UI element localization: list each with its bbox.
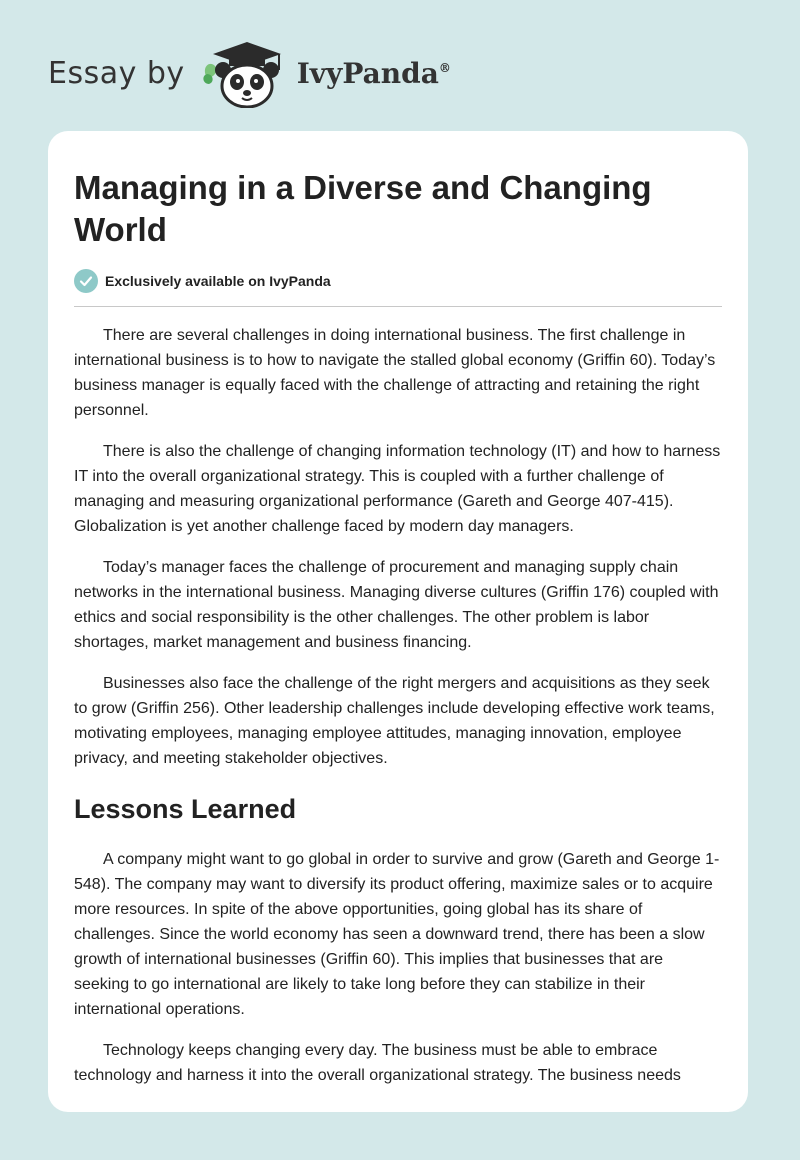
check-icon xyxy=(74,269,98,293)
paragraph: There is also the challenge of changing information technology (IT) and how to harness IT into the overall organizational strategy. This is coupled with a further challenge of managing and measuring organizational performance (Gareth and George 407-415). Globalization is yet another challenge faced by modern day managers. xyxy=(74,443,721,535)
section-heading: Lessons Learned xyxy=(74,794,297,824)
exclusive-badge xyxy=(74,269,722,293)
paragraph: Technology keeps changing every day. The business must be able to embrace technology and harness it into the overall organizational strategy. The business needs xyxy=(74,1042,681,1084)
site-header xyxy=(48,38,451,108)
essay-title: Managing in a Diverse and Changing World xyxy=(74,169,652,248)
essay-by-label: Essay by xyxy=(48,55,185,91)
exclusive-badge-label: Exclusively available on IvyPanda xyxy=(105,273,331,289)
paragraph: A company might want to go global in order to survive and grow (Gareth and George 1-548). The company may want to diversify its product offering, maximize sales or to acquire more resources. In spite of the above opportunities, going global has its share of challenges. Since the world economy has seen a downward trend, there has been a slow growth of international businesses (Griffin 60). This implies that businesses that are seeking to go international are likely to take long before they can stabilize in their international operations. xyxy=(74,851,720,1018)
registered-mark: ® xyxy=(438,60,451,75)
panda-logo-icon[interactable] xyxy=(199,38,289,108)
divider xyxy=(74,306,722,307)
paragraph: Today’s manager faces the challenge of procurement and managing supply chain networks in the international business. Managing diverse cultures (Griffin 176) coupled with ethics and social responsibility is the other challenges. The other problem is labor shortages, market management and business financing. xyxy=(74,559,719,651)
essay-card xyxy=(48,131,748,1112)
brand-name[interactable]: IvyPanda® xyxy=(296,56,451,90)
paragraph: There are several challenges in doing international business. The first challenge in international business is to how to navigate the stalled global economy (Griffin 60). Today’s business manager is equally faced with the challenge of attracting and retaining the right personnel. xyxy=(74,327,716,419)
paragraph: Businesses also face the challenge of the right mergers and acquisitions as they seek to grow (Griffin 256). Other leadership challenges include developing effective work teams, motivating employees, managing employee attitudes, managing innovation, employee privacy, and meeting stakeholder objectives. xyxy=(74,675,715,767)
